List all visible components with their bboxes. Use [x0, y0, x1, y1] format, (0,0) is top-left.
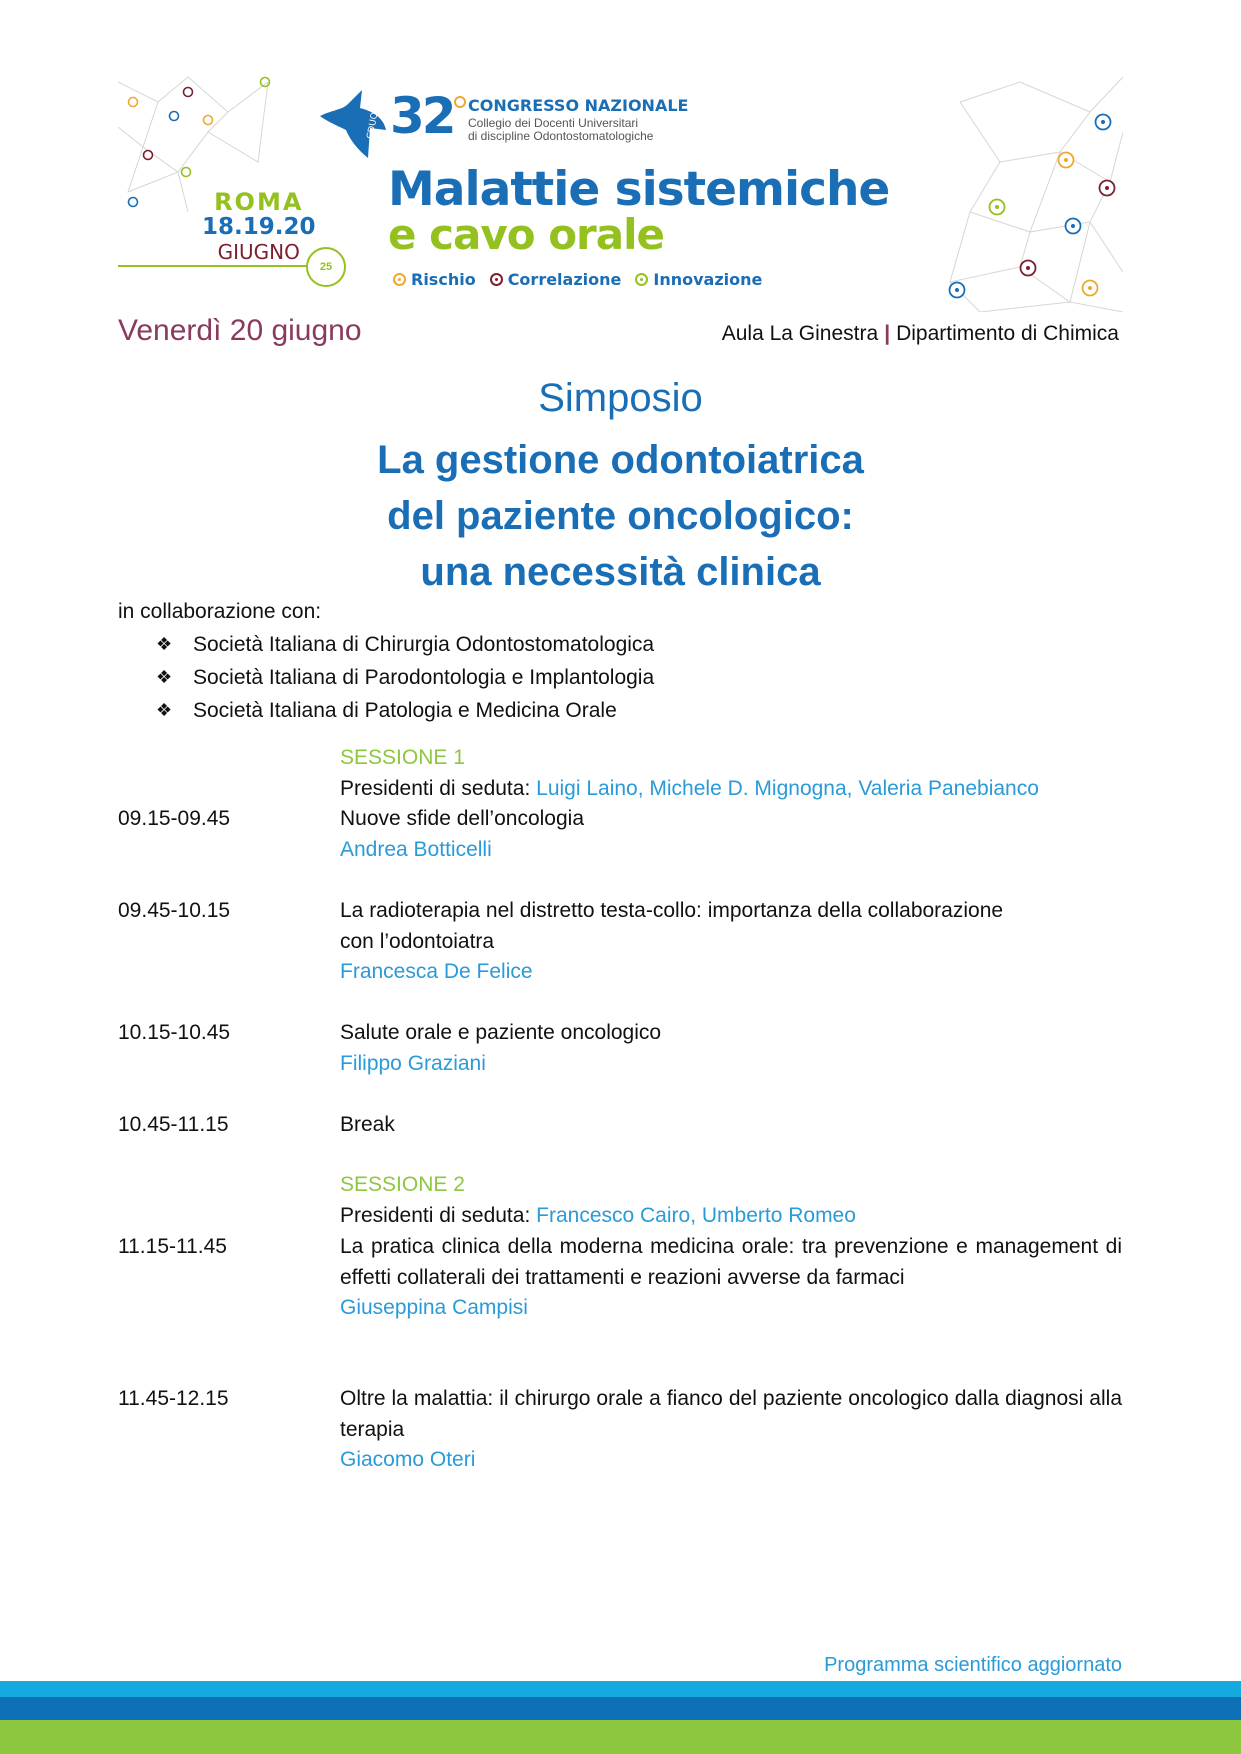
- chairs-prefix: Presidenti di seduta:: [340, 777, 531, 800]
- event-day: Venerdì 20 giugno: [118, 314, 362, 347]
- tag-label: Rischio: [411, 270, 476, 289]
- tag-innovazione: [635, 270, 762, 289]
- diamond-bullet-icon: ❖: [156, 634, 173, 654]
- talk-2-time: 09.45-10.15: [118, 899, 231, 922]
- talk-title: La pratica clinica della moderna medicina orale: tra prevenzione e management di effetti collaterali dei trattamenti e reazioni avverse da farmaci: [340, 1235, 1122, 1289]
- talk-4: [340, 1232, 1122, 1324]
- talk-1-time: 09.15-09.45: [118, 807, 231, 830]
- break-time: 10.45-11.15: [118, 1113, 229, 1136]
- list-item: [156, 694, 654, 727]
- session-1-chairs: [340, 774, 1122, 805]
- logo-letters: CDUO: [365, 111, 381, 140]
- talk-1: [340, 804, 1122, 865]
- banner-title-line-2: e cavo orale: [388, 210, 664, 259]
- talk-3-time: 10.15-10.45: [118, 1021, 231, 1044]
- session-1-label: SESSIONE 1: [340, 746, 465, 769]
- event-city: ROMA: [214, 188, 304, 216]
- venue-room: Aula La Ginestra: [721, 322, 879, 345]
- cduo-logo-icon: [318, 90, 386, 162]
- session-2-chairs: [340, 1201, 1122, 1232]
- talk-4-time: 11.15-11.45: [118, 1235, 227, 1258]
- title-line-2: del paziente oncologico:: [387, 494, 854, 538]
- event-place-date: [202, 190, 316, 265]
- talk-3: [340, 1018, 1122, 1079]
- symposium-title: [0, 432, 1241, 600]
- edition-number: 32: [390, 87, 454, 145]
- venue-separator: |: [884, 322, 891, 345]
- talk-title: Oltre la malattia: il chirurgo orale a fianco del paziente oncologico dalla diagnosi alla terapia: [340, 1387, 1122, 1441]
- talk-speaker: Francesca De Felice: [340, 960, 533, 983]
- tag-rischio: [393, 270, 476, 289]
- talk-title: Salute orale e paziente oncologico: [340, 1021, 662, 1044]
- venue-department: Dipartimento di Chimica: [896, 322, 1119, 345]
- theme-tags: [393, 270, 762, 289]
- society-name: Società Italiana di Parodontologia e Implantologia: [193, 666, 655, 689]
- orange-dot-icon: [393, 273, 406, 286]
- talk-title-line-2: con l’odontoiatra: [340, 929, 495, 953]
- green-dot-icon: [635, 273, 648, 286]
- talk-speaker: Filippo Graziani: [340, 1051, 486, 1075]
- red-dot-icon: [490, 273, 503, 286]
- banner-title-line-1: Malattie sistemiche: [388, 162, 890, 217]
- college-line-2: di discipline Odontostomatologiche: [468, 129, 654, 143]
- diamond-bullet-icon: ❖: [156, 700, 173, 720]
- society-name: Società Italiana di Patologia e Medicina Orale: [193, 699, 617, 722]
- congress-label: CONGRESSO NAZIONALE: [468, 96, 689, 115]
- break-label: Break: [340, 1113, 395, 1136]
- orange-dot-icon: [454, 96, 466, 108]
- title-line-1: La gestione odontoiatrica: [377, 438, 864, 482]
- diamond-bullet-icon: ❖: [156, 667, 173, 687]
- societies-list: [156, 628, 654, 727]
- tag-label: Innovazione: [653, 270, 763, 289]
- congress-banner: [118, 72, 1123, 314]
- event-month: GIUGNO: [217, 240, 300, 264]
- college-line-1: Collegio dei Docenti Universitari: [468, 116, 639, 130]
- footer-stripe-dark-blue: [0, 1697, 1241, 1720]
- talk-title: Nuove sfide dell’oncologia: [340, 807, 584, 830]
- event-dates: 18.19.20: [202, 214, 316, 240]
- talk-2: [340, 896, 1122, 988]
- talk-speaker: Giuseppina Campisi: [340, 1296, 528, 1319]
- talk-5-time: 11.45-12.15: [118, 1387, 229, 1410]
- event-venue: [722, 322, 1119, 346]
- list-item: [156, 661, 654, 694]
- list-item: [156, 628, 654, 661]
- talk-speaker: Giacomo Oteri: [340, 1448, 476, 1471]
- network-decoration-right: [940, 72, 1123, 312]
- footer-note: Programma scientifico aggiornato: [824, 1654, 1122, 1676]
- footer-stripe-light-blue: [0, 1681, 1241, 1697]
- session-2-label: SESSIONE 2: [340, 1173, 465, 1196]
- chairs-names: Francesco Cairo, Umberto Romeo: [536, 1204, 856, 1227]
- talk-5: [340, 1384, 1122, 1476]
- talk-speaker: Andrea Botticelli: [340, 837, 492, 861]
- symposium-label: Simposio: [538, 376, 703, 420]
- title-line-3: una necessità clinica: [420, 550, 821, 594]
- chairs-prefix: Presidenti di seduta:: [340, 1204, 531, 1227]
- anniversary-badge: 25: [306, 247, 346, 287]
- collaboration-intro: in collaborazione con:: [118, 600, 322, 623]
- talk-title-line-1: La radioterapia nel distretto testa-collo: importanza della collaborazione: [340, 899, 1004, 922]
- society-name: Società Italiana di Chirurgia Odontostomatologica: [193, 633, 655, 656]
- tag-label: Correlazione: [507, 270, 622, 289]
- chairs-names: Luigi Laino, Michele D. Mignogna, Valeria Panebianco: [536, 777, 1039, 800]
- footer-stripe-green: [0, 1720, 1241, 1754]
- college-name: [468, 117, 653, 143]
- tag-correlazione: [490, 270, 622, 289]
